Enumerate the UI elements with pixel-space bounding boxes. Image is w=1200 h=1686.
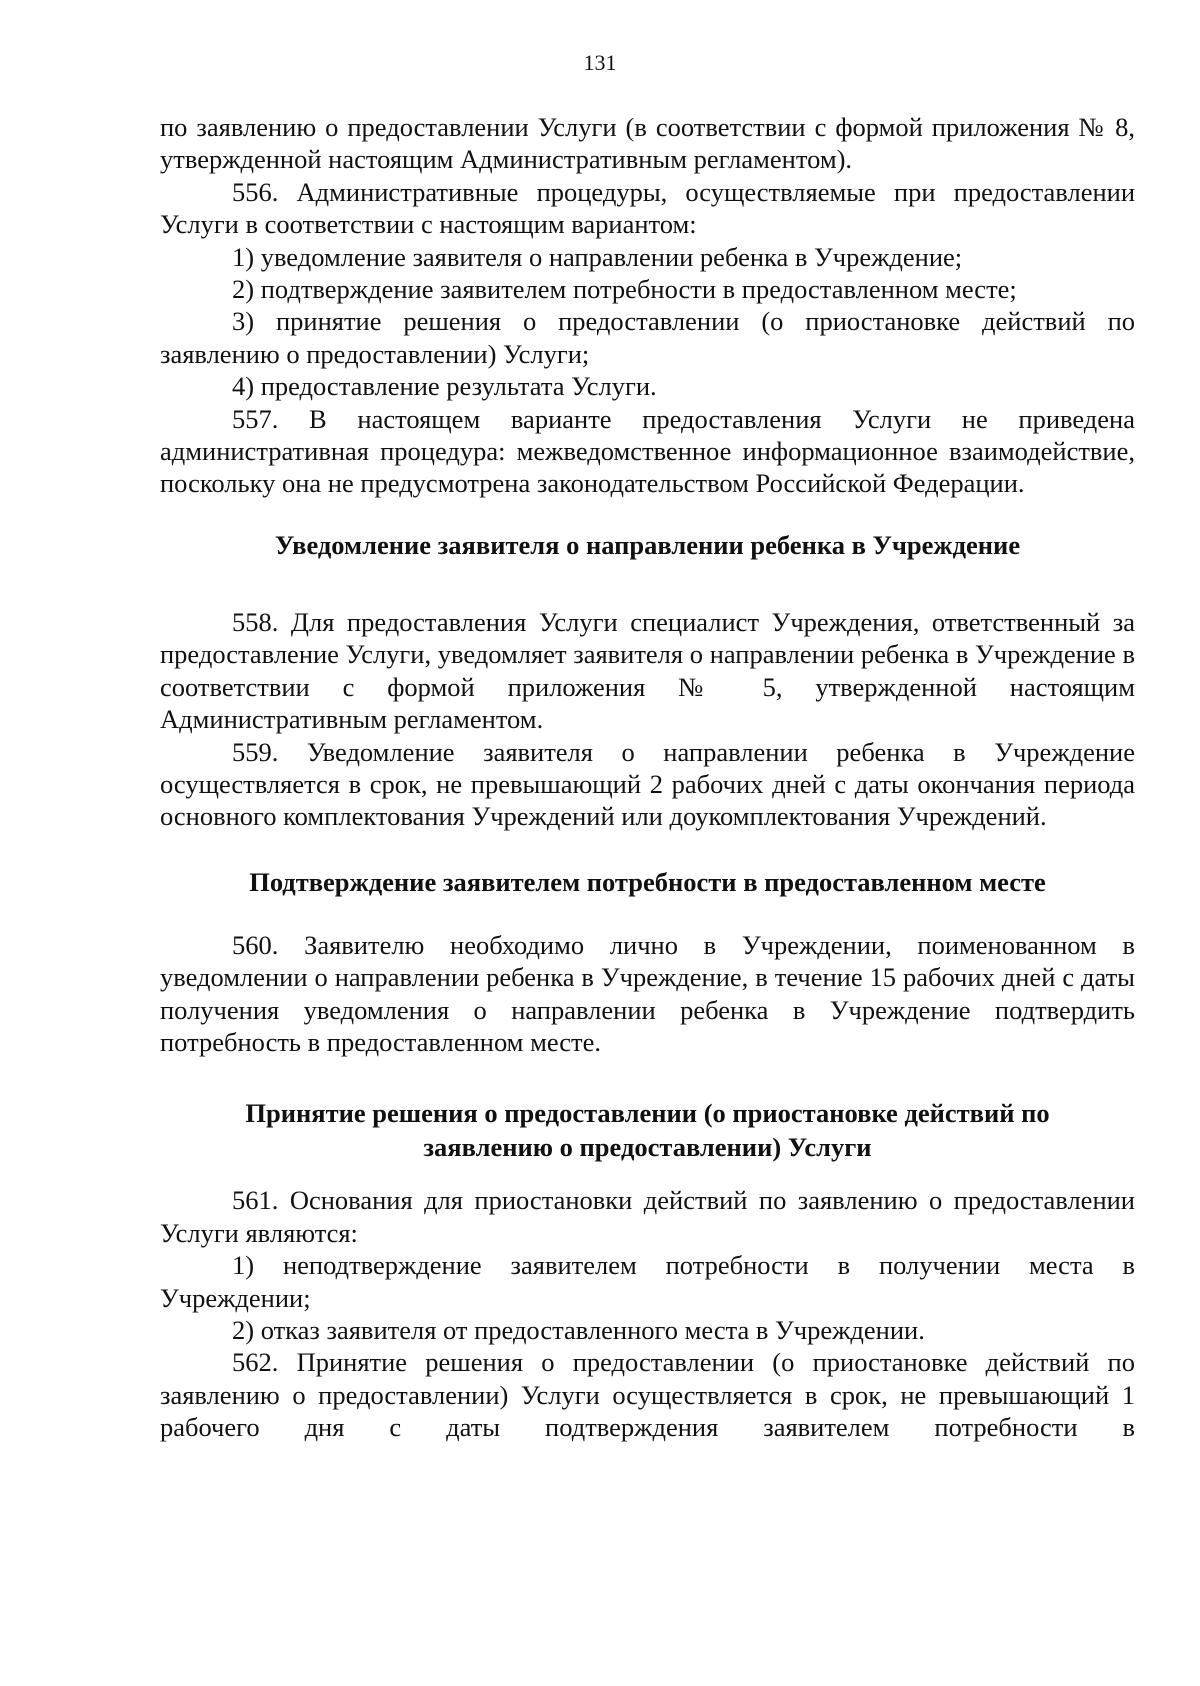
list-item-ground-2: 2) отказ заявителя от предоставленного места в Учреждении. [232, 1314, 925, 1345]
paragraph-561: 561. Основания для приостановки действий по заявлению о предоставлении Услуги являются: [160, 1185, 1135, 1248]
section-heading-notification: Уведомление заявителя о направлении ребенка в Учреждение [274, 529, 1021, 560]
section-heading-decision-line-1: Принятие решения о предоставлении (о приостановке действий по [245, 1098, 1050, 1129]
list-item-procedure-2: 2) подтверждение заявителем потребности в предоставленном месте; [232, 274, 1017, 305]
section-heading-decision-line-2: заявлению о предоставлении) Услуги [423, 1132, 872, 1163]
paragraph-559: 559. Уведомление заявителя о направлении ребенка в Учреждение осуществляется в срок, не превышающий 2 рабочих дней с даты окончания периода основного комплектования Учреждений или доукомплектования Учреждений. [160, 736, 1135, 832]
paragraph-560: 560. Заявителю необходимо лично в Учреждении, поименованном в уведомлении о направлении ребенка в Учреждение, в течение 15 рабочих дней с даты получения уведомления о направлении ребенка в Учреждение подтвердить потребность в предоставленном месте. [160, 929, 1135, 1057]
page-number: 131 [583, 50, 617, 75]
list-item-procedure-4: 4) предоставление результата Услуги. [232, 371, 657, 402]
list-item-ground-1: 1) неподтверждение заявителем потребности в получении места в Учреждении; [160, 1250, 1135, 1313]
section-heading-confirmation: Подтверждение заявителем потребности в предоставленном месте [249, 866, 1046, 897]
paragraph-556: 556. Административные процедуры, осуществляемые при предоставлении Услуги в соответствии с настоящим вариантом: [160, 176, 1135, 240]
paragraph-558: 558. Для предоставления Услуги специалист Учреждения, ответственный за предоставление Услуги, уведомляет заявителя о направлении ребенка в Учреждение в соответствии с формой приложения № 5, утвержденной настоящим Административным регламентом. [160, 606, 1135, 735]
paragraph-562: 562. Принятие решения о предоставлении (о приостановке действий по заявлению о предоставлении) Услуги осуществляется в срок, не превышающий 1 рабочего дня с даты подтверждения заявителем потребности в [160, 1347, 1135, 1443]
paragraph-continuation: по заявлению о предоставлении Услуги (в соответствии с формой приложения № 8, утвержденной настоящим Административным регламентом). [160, 112, 1135, 175]
list-item-procedure-3: 3) принятие решения о предоставлении (о приостановке действий по заявлению о предоставлении) Услуги; [160, 306, 1135, 369]
document-body [160, 111, 1135, 1444]
paragraph-557: 557. В настоящем варианте предоставления Услуги не приведена административная процедура: межведомственное информационное взаимодействие, поскольку она не предусмотрена законодательством Российской Федерации. [160, 403, 1135, 499]
list-item-procedure-1: 1) уведомление заявителя о направлении ребенка в Учреждение; [232, 241, 963, 272]
